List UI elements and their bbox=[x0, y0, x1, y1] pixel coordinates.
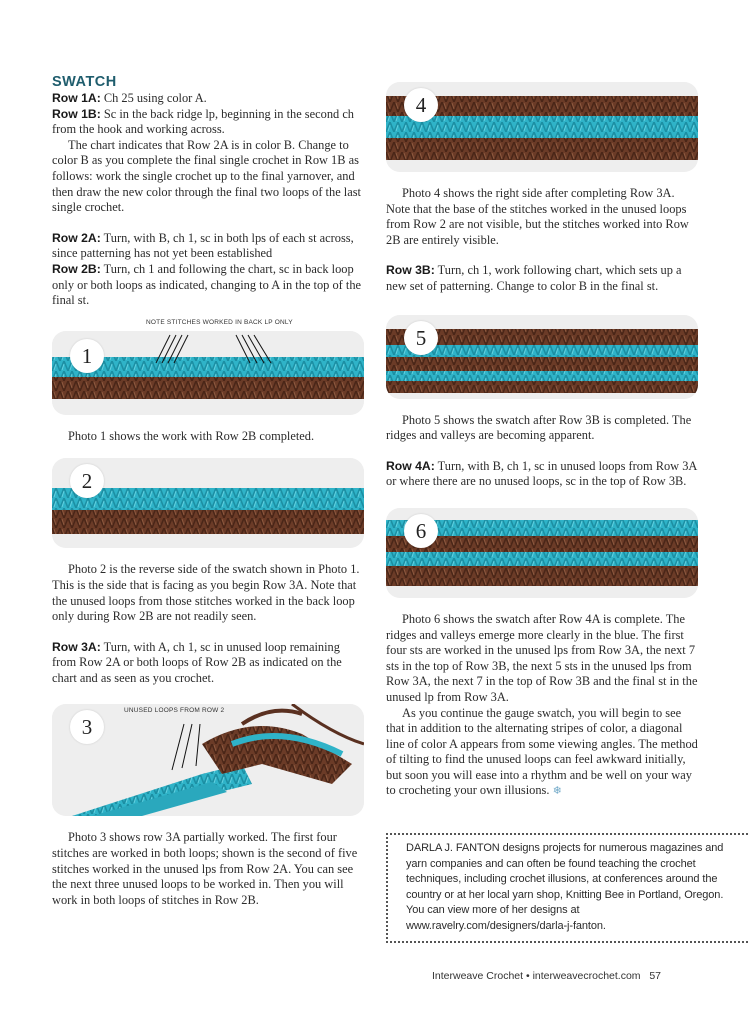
row-2a-text: Turn, with B, ch 1, sc in both lps of each st across, since patterning has not yet been established bbox=[52, 230, 354, 261]
row-2b-label: Row 2B: bbox=[52, 261, 101, 276]
photo-3-caption: Photo 3 shows row 3A partially worked. The first four stitches are worked in both loops; shown is the second of five stitches worked in the unused lps from Row 2A. You can see the next three unused loops to be worked in. Then you will work in both loops of stitches in Row 2B. bbox=[52, 830, 358, 907]
row-2a-label: Row 2A: bbox=[52, 230, 101, 245]
photo-2 bbox=[52, 458, 364, 548]
left-column bbox=[52, 74, 364, 908]
section-heading: SWATCH bbox=[52, 74, 117, 90]
closing-paragraph bbox=[386, 706, 698, 801]
row-3b-label: Row 3B: bbox=[386, 263, 435, 278]
row-4a-label: Row 4A: bbox=[386, 458, 435, 473]
row-3a bbox=[52, 640, 364, 687]
row-1a bbox=[52, 91, 364, 107]
photo-1-caption: Photo 1 shows the work with Row 2B completed. bbox=[68, 428, 315, 443]
photo-4-caption: Photo 4 shows the right side after completing Row 3A. Note that the base of the stitches worked in the unused loops from Row 2 are not visible, but the stitches worked into Row 2B are entirely visible. bbox=[386, 186, 689, 247]
row-1a-text: Ch 25 using color A. bbox=[100, 91, 207, 105]
page-number: 57 bbox=[649, 970, 661, 982]
row-1a-label: Row 1A: bbox=[52, 91, 101, 105]
author-bio: DARLA J. FANTON designs projects for numerous magazines and yarn companies and can often be found teaching the crochet techniques, including crochet illusions, at conferences around the country or at her local yarn shop, Knitting Bee in Portland, Oregon. You can view more of her designs at www.ravelry.com/designers/darla-j-fanton. bbox=[386, 833, 748, 943]
row-2b-text: Turn, ch 1 and following the chart, sc in back loop only or both loops as indicated, changing to A in the top of the final st. bbox=[52, 261, 362, 308]
photo-3 bbox=[52, 704, 364, 816]
photo-5-number: 5 bbox=[404, 321, 438, 355]
row-2a bbox=[52, 231, 364, 262]
photo-3-number: 3 bbox=[70, 710, 104, 744]
photo-6-caption: Photo 6 shows the swatch after Row 4A is complete. The ridges and valleys emerge more clearly in the blue. The first four sts are worked in the unused lps from Row 3A, the next 7 sts in the top of Row 3B, the next 5 sts in the unused lps from Row 3A, the next 7 in the top of Row 3B and the final st in the unused lp from Row 3A. bbox=[386, 611, 698, 704]
row-3a-text: Turn, with A, ch 1, sc in unused loop remaining from Row 2A or both loops of Row 2B as indicated on the chart and as seen as you crochet. bbox=[52, 639, 342, 685]
row-4a bbox=[386, 459, 698, 490]
page-footer bbox=[432, 970, 661, 982]
chart-paragraph: The chart indicates that Row 2A is in color B. Change to color B as you complete the final single crochet in Row 1B as follows: work the single crochet up to the final yarnover, and then draw the new color through the final two loops of the last single crochet. bbox=[52, 137, 362, 215]
row-3a-label: Row 3A: bbox=[52, 639, 101, 654]
photo-6 bbox=[386, 508, 698, 598]
row-4a-text: Turn, with B, ch 1, sc in unused loops from Row 3A or where there are no unused loops, sc in the top of Row 3B. bbox=[386, 458, 697, 489]
photo-3-note: UNUSED LOOPS FROM ROW 2 bbox=[124, 707, 225, 715]
photo-5-caption: Photo 5 shows the swatch after Row 3B is completed. The ridges and valleys are becoming apparent. bbox=[386, 412, 692, 443]
photo-2-number: 2 bbox=[70, 464, 104, 498]
right-column bbox=[386, 82, 698, 800]
photo-5 bbox=[386, 315, 698, 399]
photo-1-note: NOTE STITCHES WORKED IN BACK LP ONLY bbox=[146, 318, 293, 326]
row-3b bbox=[386, 263, 698, 294]
row-3b-text: Turn, ch 1, work following chart, which sets up a new set of patterning. Change to color B in the final st. bbox=[386, 263, 682, 293]
photo-1 bbox=[52, 331, 364, 415]
closing-text: As you continue the gauge swatch, you will begin to see that in addition to the alternating stripes of color, a diagonal line of color A appears from some viewing angles. The method of tilting to find the unused loops can feel awkward initially, but soon you will ease into a rhythm and be well on your way to crocheting your own illusions. bbox=[386, 705, 698, 798]
footer-site: interweavecrochet.com bbox=[532, 970, 641, 982]
snowflake-icon: ❄ bbox=[552, 785, 562, 798]
row-1b-label: Row 1B: bbox=[52, 106, 101, 121]
footer-magazine: Interweave Crochet bbox=[432, 970, 524, 982]
row-1b-text: Sc in the back ridge lp, beginning in the second ch from the hook and working across. bbox=[52, 106, 355, 137]
photo-1-number: 1 bbox=[70, 339, 104, 373]
photo-6-number: 6 bbox=[404, 514, 438, 548]
photo-4-number: 4 bbox=[404, 88, 438, 122]
row-1b bbox=[52, 107, 364, 138]
row-2b bbox=[52, 262, 364, 309]
footer-bullet: • bbox=[525, 970, 530, 982]
photo-4 bbox=[386, 82, 698, 172]
photo-2-caption: Photo 2 is the reverse side of the swatch shown in Photo 1. This is the side that is facing as you begin Row 3A. Note that the unused loops from those stitches worked in the back loop only during Row 2B are not readily seen. bbox=[52, 562, 360, 624]
